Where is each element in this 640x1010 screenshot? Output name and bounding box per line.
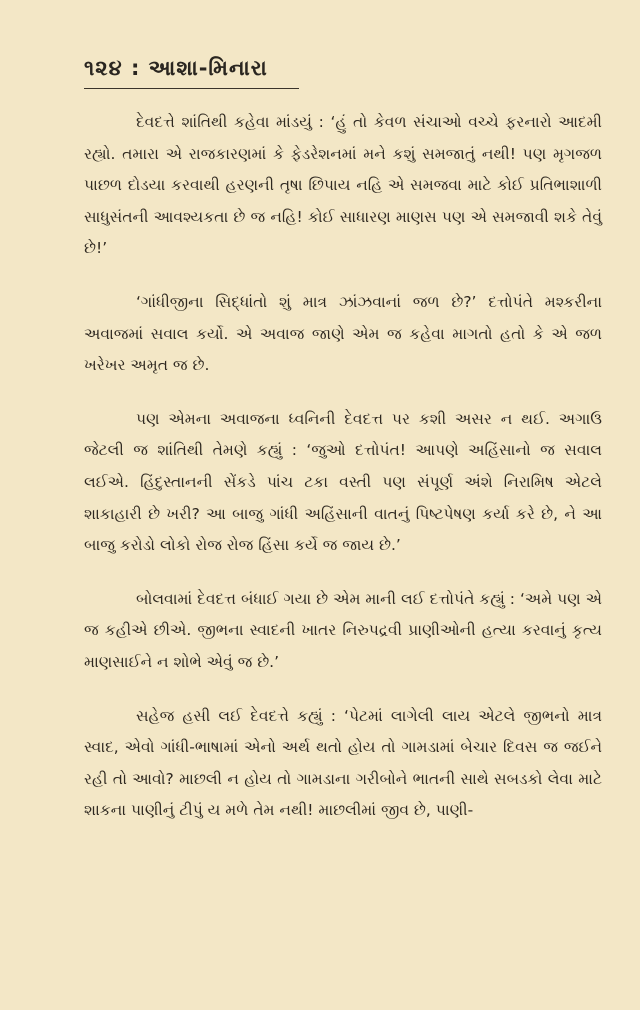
page-number: ૧૨૪ <box>84 56 123 80</box>
book-title: આશા-મિનારા <box>148 56 268 80</box>
paragraph-5: સહેજ હસી લઈ દેવદત્તે કહ્યું : ‘પેટમાં લાગેલી લાય એટલે જીભનો માત્ર સ્વાદ, એવો ગાંધી-ભાષામાં એનો અર્થ થતો હોય તો ગામડામાં બેચાર દિવસ જ જઈને રહી તો આવો? માછલી ન હોય તો ગામડાના ગરીબોને ભાતની સાથે સબડકો લેવા માટે શાકના પાણીનું ટીપું ય મળે તેમ નથી! માછલીમાં જીવ છે, પાણી- <box>84 706 602 820</box>
paragraph-2: ‘ગાંધીજીના સિદ્ધાંતો શું માત્ર ઝાંઝવાનાં જળ છે?’ દત્તોપંતે મશ્કરીના અવાજમાં સવાલ કર્યો. એ અવાજ જાણે એમ જ કહેવા માગતો હતો કે એ જળ ખરેખર અમૃત જ છે. <box>84 292 602 375</box>
running-head <box>84 52 602 89</box>
paragraph-4: બોલવામાં દેવદત્ત બંધાઈ ગયા છે એમ માની લઈ દત્તોપંતે કહ્યું : ‘અમે પણ એ જ કહીએ છીએ. જીભના સ્વાદની ખાતર નિરુપદ્રવી પ્રાણીઓની હત્યા કરવાનું કૃત્ય માણસાઈને ન શોભે એવું જ છે.’ <box>84 589 602 671</box>
header-underline <box>84 88 299 89</box>
paragraph-3: પણ એમના અવાજના ધ્વનિની દેવદત્ત પર કશી અસર ન થઈ. અગાઉ જેટલી જ શાંતિથી તેમણે કહ્યું : ‘જુઓ દત્તોપંત! આપણે અહિંસાનો જ સવાલ લઈએ. હિંદુસ્તાનની સેંકડે પાંચ ટકા વસ્તી પણ સંપૂર્ણ અંશે નિરામિષ એટલે શાકાહારી છે ખરી? આ બાજુ ગાંધી અહિંસાની વાતનું પિષ્ટપેષણ કર્યા કરે છે, ને આ બાજુ કરોડો લોકો રોજ રોજ હિંસા કર્યે જ જાય છે.’ <box>84 409 602 555</box>
paragraph-1: દેવદત્તે શાંતિથી કહેવા માંડયું : ‘હું તો કેવળ સંચાઓ વચ્ચે ફરનારો આદમી રહ્યો. તમારા એ રાજકારણમાં કે ફેડરેશનમાં મને કશું સમજાતું નથી! પણ મૃગજળ પાછળ દોડયા કરવાથી હરણની તૃષા છિપાય નહિ એ સમજવા માટે કોઈ પ્રતિભાશાળી સાધુસંતની આવશ્યકતા છે જ નહિ! કોઈ સાધારણ માણસ પણ એ સમજાવી શકે તેવું છે!’ <box>84 113 602 258</box>
header-separator: : <box>130 56 141 80</box>
